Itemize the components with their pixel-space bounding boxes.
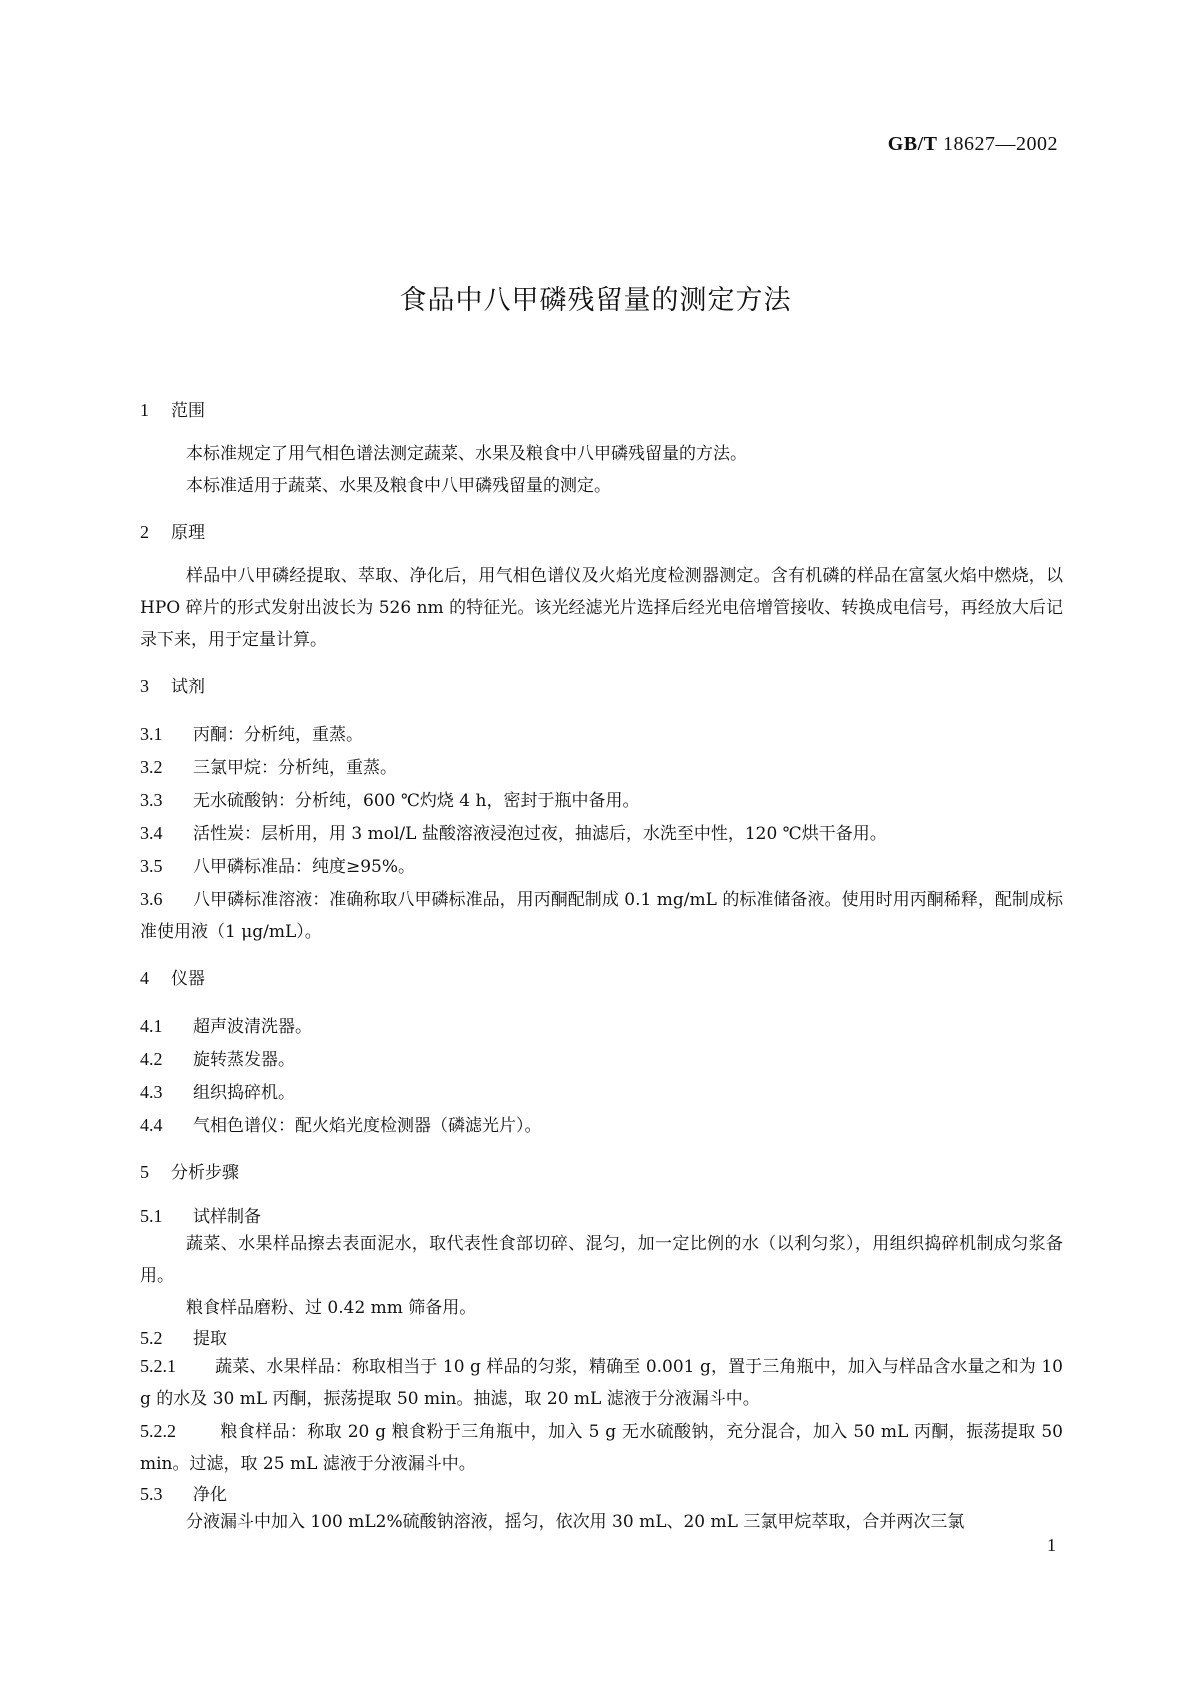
subsection-title: 试样制备 <box>193 1207 261 1227</box>
extraction-item-5-2-2: 5.2.2 粮食样品：称取 20 g 粮食粉于三角瓶中，加入 5 g 无水硫酸钠，充分混合，加入 50 mL 丙酮，振荡提取 50 min。过滤，取 25 mL 滤液于分液漏斗中。 <box>140 1421 1063 1474</box>
section-1-paragraph-1: 本标准规定了用气相色谱法测定蔬菜、水果及粮食中八甲磷残留量的方法。 <box>186 444 747 464</box>
section-number: 4 <box>140 968 149 988</box>
subsection-5-1-paragraph-1: 蔬菜、水果样品擦去表面泥水，取代表性食部切碎、混匀，加一定比例的水（以利匀浆），用组织捣碎机制成匀浆备用。 <box>140 1234 1063 1286</box>
section-title: 仪器 <box>171 969 205 989</box>
subsection-5-2-heading <box>140 1326 1063 1350</box>
instrument-item-4-1: 4.1 超声波清洗器。 <box>140 1016 312 1037</box>
instrument-item-4-2: 4.2 旋转蒸发器。 <box>140 1049 295 1070</box>
subsection-5-1-paragraph-2: 粮食样品磨粉、过 0.42 mm 筛备用。 <box>186 1298 477 1318</box>
subsection-title: 提取 <box>193 1329 227 1349</box>
reagent-item-3-5: 3.5 八甲磷标准品：纯度≥95%。 <box>140 856 416 877</box>
subsection-5-3-paragraph-1: 分液漏斗中加入 100 mL2%硫酸钠溶液，摇匀，依次用 30 mL、20 mL 三氯甲烷萃取，合并两次三氯 <box>186 1512 965 1532</box>
standard-number <box>888 133 1058 156</box>
instrument-item-4-3: 4.3 组织捣碎机。 <box>140 1082 295 1103</box>
section-1-paragraph-2: 本标准适用于蔬菜、水果及粮食中八甲磷残留量的测定。 <box>186 476 611 496</box>
reagent-item-3-3: 3.3 无水硫酸钠：分析纯，600 ℃灼烧 4 h，密封于瓶中备用。 <box>140 790 640 811</box>
subsection-number: 5.2 <box>140 1328 163 1348</box>
reagent-item-3-4: 3.4 活性炭：层析用，用 3 mol/L 盐酸溶液浸泡过夜，抽滤后，水洗至中性，120 ℃烘干备用。 <box>140 823 887 844</box>
reagent-item-3-1: 3.1 丙酮：分析纯，重蒸。 <box>140 724 363 745</box>
section-5-heading <box>140 1160 1063 1184</box>
subsection-number: 5.3 <box>140 1484 163 1504</box>
document-body <box>140 398 1063 1538</box>
section-1-heading <box>140 398 1063 422</box>
standard-prefix: GB/T <box>887 133 938 155</box>
section-number: 3 <box>140 676 149 696</box>
extraction-item-5-2-1: 5.2.1 蔬菜、水果样品：称取相当于 10 g 样品的匀浆，精确至 0.001 g，置于三角瓶中，加入与样品含水量之和为 10 g 的水及 30 mL 丙酮，振荡提取 50 min。抽滤，取 20 mL 滤液于分液漏斗中。 <box>140 1356 1063 1409</box>
section-2-heading <box>140 520 1063 544</box>
reagent-item-3-6: 3.6 八甲磷标准溶液：准确称取八甲磷标准品，用丙酮配制成 0.1 mg/mL 的标准储备液。使用时用丙酮稀释，配制成标准使用液（1 μg/mL）。 <box>140 889 1063 942</box>
section-title: 分析步骤 <box>171 1163 239 1183</box>
page-number: 1 <box>1047 1535 1056 1555</box>
section-number: 5 <box>140 1162 149 1182</box>
reagent-item-3-2: 3.2 三氯甲烷：分析纯，重蒸。 <box>140 757 397 778</box>
section-title: 原理 <box>171 523 205 543</box>
section-title: 范围 <box>171 401 205 421</box>
subsection-5-3-heading <box>140 1482 1063 1506</box>
document-title: 食品中八甲磷残留量的测定方法 <box>399 285 792 316</box>
section-2-paragraph-1: 样品中八甲磷经提取、萃取、净化后，用气相色谱仪及火焰光度检测器测定。含有机磷的样品在富氢火焰中燃烧，以 HPO 碎片的形式发射出波长为 526 nm 的特征光。该光经滤光片选择后经光电倍增管接收、转换成电信号，再经放大后记录下来，用于定量计算。 <box>140 566 1063 650</box>
subsection-5-1-heading <box>140 1204 1063 1228</box>
section-3-heading <box>140 674 1063 698</box>
subsection-title: 净化 <box>193 1485 227 1505</box>
section-number: 2 <box>140 522 149 542</box>
section-number: 1 <box>140 400 149 420</box>
standard-code: 18627—2002 <box>943 133 1058 155</box>
section-4-heading <box>140 966 1063 990</box>
subsection-number: 5.1 <box>140 1206 163 1226</box>
instrument-item-4-4: 4.4 气相色谱仪：配火焰光度检测器（磷滤光片）。 <box>140 1115 542 1136</box>
section-title: 试剂 <box>171 677 205 697</box>
